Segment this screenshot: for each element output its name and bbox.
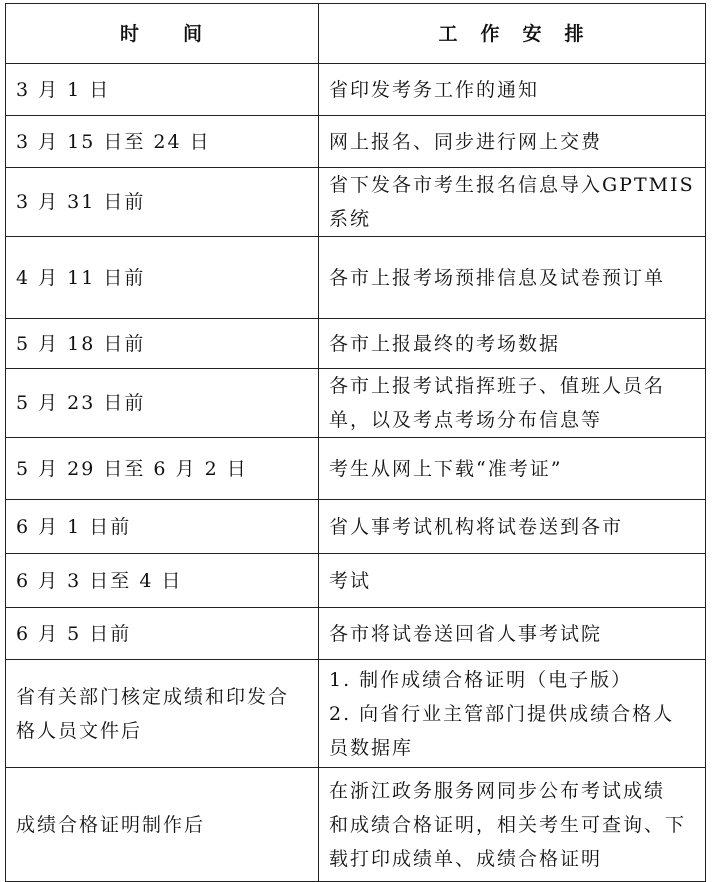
- time-cell: 5 月 23 日前: [6, 369, 319, 438]
- table-row: [6, 168, 706, 237]
- table-row: [6, 438, 706, 500]
- table-row: [6, 554, 706, 608]
- time-cell: 5 月 18 日前: [6, 319, 319, 369]
- table-row: [6, 237, 706, 319]
- work-line: 省人事考试机构将试卷送到各市: [329, 515, 624, 538]
- work-line: 系统: [329, 208, 372, 230]
- work-cell: [319, 438, 706, 500]
- work-line: 考生从网上下载“准考证”: [329, 457, 563, 480]
- work-cell: [319, 64, 706, 116]
- table-row: [6, 64, 706, 116]
- time-cell: 4 月 11 日前: [6, 237, 319, 319]
- table-row: [6, 500, 706, 554]
- work-cell: [319, 768, 706, 882]
- work-cell: [319, 660, 706, 768]
- time-cell: 5 月 29 日至 6 月 2 日: [6, 438, 319, 500]
- time-cell: 6 月 3 日至 4 日: [6, 554, 319, 608]
- time-cell: 3 月 15 日至 24 日: [6, 116, 319, 168]
- work-cell: [319, 237, 706, 319]
- work-cell: [319, 168, 706, 237]
- table-row: [6, 319, 706, 369]
- work-line: 2. 向省行业主管部门提供成绩合格人: [329, 702, 675, 725]
- work-cell: [319, 116, 706, 168]
- table-row: [6, 116, 706, 168]
- work-cell: [319, 369, 706, 438]
- work-line: 1. 制作成绩合格证明（电子版）: [329, 668, 633, 691]
- work-cell: [319, 319, 706, 369]
- work-line: 各市将试卷送回省人事考试院: [329, 622, 603, 645]
- work-line: 在浙江政务服务网同步公布考试成绩: [329, 779, 666, 802]
- work-line: 各市上报考场预排信息及试卷预订单: [329, 266, 666, 289]
- time-cell: 6 月 1 日前: [6, 500, 319, 554]
- work-line: 载打印成绩单、成绩合格证明: [329, 847, 603, 870]
- work-line: 单，以及考点考场分布信息等: [329, 409, 603, 431]
- time-cell: 3 月 31 日前: [6, 168, 319, 237]
- table-row: [6, 608, 706, 660]
- table-row: [6, 369, 706, 438]
- time-cell: 6 月 5 日前: [6, 608, 319, 660]
- work-cell: [319, 554, 706, 608]
- work-line: 考试: [329, 569, 372, 592]
- schedule-table: [5, 3, 706, 882]
- time-cell: 省有关部门核定成绩和印发合格人员文件后: [6, 660, 319, 768]
- work-line: 网上报名、同步进行网上交费: [329, 130, 603, 153]
- time-cell: 3 月 1 日: [6, 64, 319, 116]
- work-line: 员数据库: [329, 736, 414, 759]
- header-row: [6, 4, 706, 64]
- table-row: [6, 768, 706, 882]
- time-cell: 成绩合格证明制作后: [6, 768, 319, 882]
- work-cell: [319, 608, 706, 660]
- work-line: 省印发考务工作的通知: [329, 78, 540, 101]
- table-row: [6, 660, 706, 768]
- work-line: 各市上报最终的考场数据: [329, 332, 561, 355]
- header-time: 时 间: [6, 4, 319, 64]
- work-line: 和成绩合格证明，相关考生可查询、下: [329, 813, 687, 836]
- work-line: 省下发各市考生报名信息导入GPTMIS: [329, 174, 695, 196]
- work-line: 各市上报考试指挥班子、值班人员名: [329, 375, 666, 397]
- work-cell: [319, 500, 706, 554]
- header-work: 工 作 安 排: [319, 4, 706, 64]
